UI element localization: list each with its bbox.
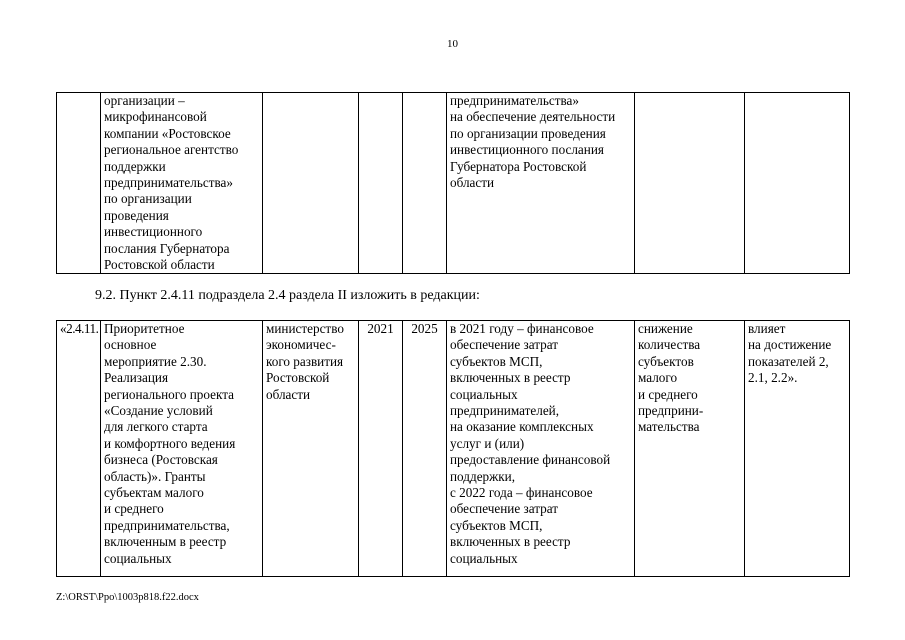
item-number: «2.4.11.	[57, 321, 101, 577]
item-expected-result: в 2021 году – финансовое обеспечение затрат субъектов МСП, включенных в реестр социальных предпринимателей, на оказание комплексных услуг и (или) предоставление финансовой поддержки, с 2022 года – финансовое обеспечение затрат субъектов МСП, включенных в реестр социальных	[447, 321, 635, 577]
item-end-year: 2025	[403, 321, 447, 577]
item-relation: влияет на достижение показателей 2, 2.1, 2.2».	[745, 321, 850, 577]
item-consequence: снижение количества субъектов малого и среднего предприни- мательства	[635, 321, 745, 577]
table-cell-name: организации – микрофинансовой компании «Ростовское региональное агентство поддержки предпринимательства» по организации проведения инвестиционного послания Губернатора Ростовской области	[101, 93, 263, 274]
table-cell	[57, 93, 101, 274]
table-row	[57, 93, 850, 274]
file-path-footer: Z:\ORST\Ppo\1003p818.f22.docx	[56, 592, 199, 603]
table-cell	[359, 93, 403, 274]
table-continued	[56, 92, 850, 274]
item-start-year: 2021	[359, 321, 403, 577]
table-cell-result: предпринимательства» на обеспечение деятельности по организации проведения инвестиционного послания Губернатора Ростовской области	[447, 93, 635, 274]
table-item-2-4-11	[56, 320, 850, 577]
table-row	[57, 321, 850, 577]
item-name: Приоритетное основное мероприятие 2.30. Реализация регионального проекта «Создание условий для легкого старта и комфортного ведения бизнеса (Ростовская область)». Гранты субъектам малого и среднего предпринимательства, включенным в реестр социальных	[101, 321, 263, 577]
amendment-paragraph: 9.2. Пункт 2.4.11 подраздела 2.4 раздела II изложить в редакции:	[95, 288, 480, 303]
table-cell	[263, 93, 359, 274]
table-cell	[635, 93, 745, 274]
table-cell	[745, 93, 850, 274]
item-executor: министерство экономичес- кого развития Ростовской области	[263, 321, 359, 577]
page-number: 10	[447, 38, 458, 50]
table-cell	[403, 93, 447, 274]
